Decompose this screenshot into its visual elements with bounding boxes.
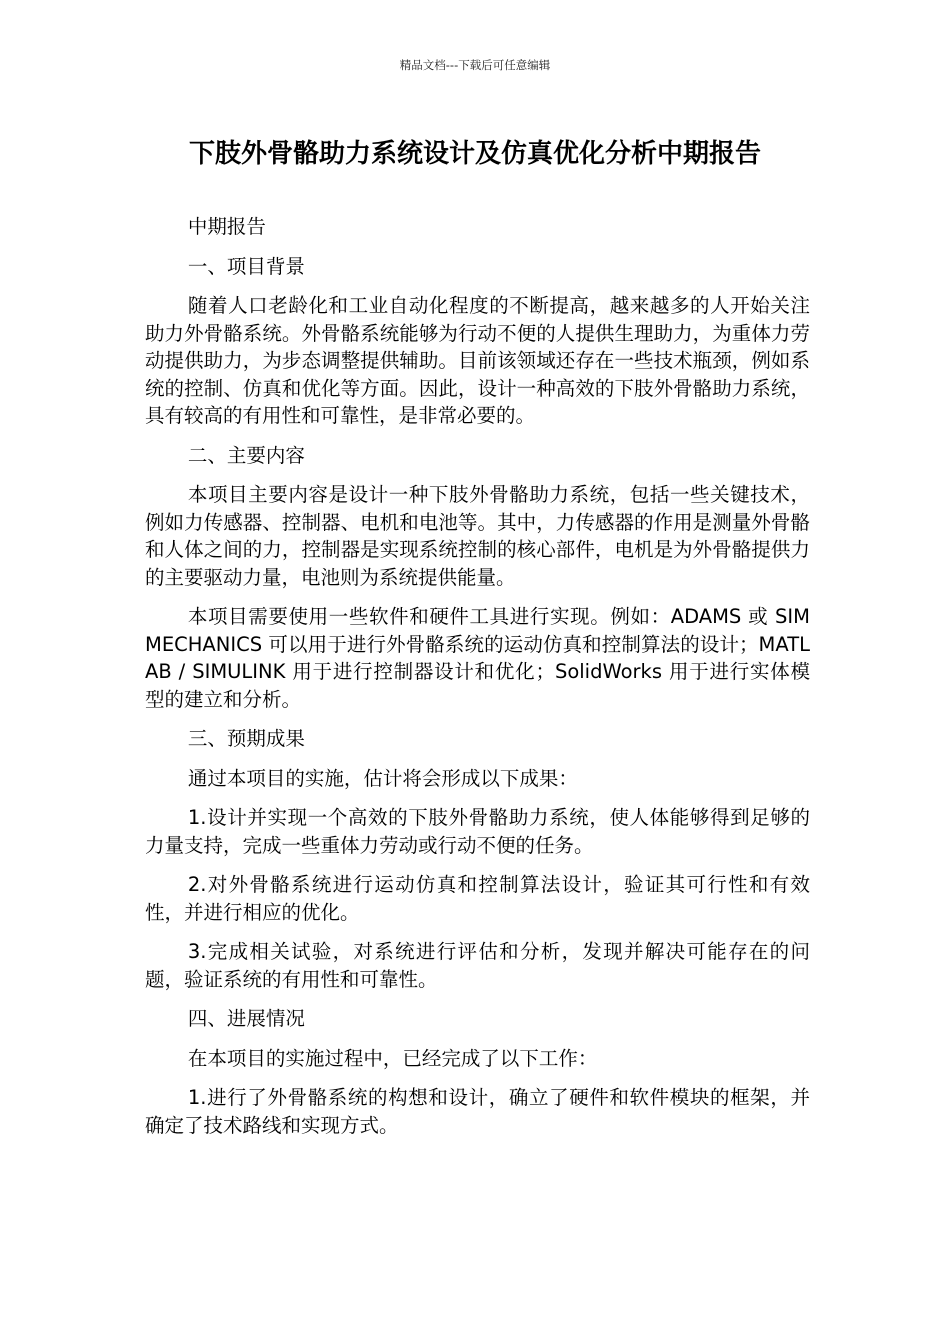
paragraph-progress-intro: 在本项目的实施过程中，已经完成了以下工作： <box>187 1046 598 1070</box>
paragraph-results-intro: 通过本项目的实施，估计将会形成以下成果： <box>187 766 578 790</box>
section-heading-progress: 四、进展情况 <box>187 1007 305 1030</box>
list-item-result-3: 3.完成相关试验，对系统进行评估和分析，发现并解决可能存在的问题，验证系统的有用性和可靠性。 <box>145 940 810 991</box>
list-item-result-2: 2.对外骨骼系统进行运动仿真和控制算法设计，验证其可行性和有效性，并进行相应的优化。 <box>145 873 810 924</box>
paragraph-background: 随着人口老龄化和工业自动化程度的不断提高，越来越多的人开始关注助力外骨骼系统。外骨骼系统能够为行动不便的人提供生理助力，为重体力劳动提供助力，为步态调整提供辅助。目前该领域还存在一些技术瓶颈，例如系统的控制、仿真和优化等方面。因此，设计一种高效的下肢外骨骼助力系统，具有较高的有用性和可靠性，是非常必要的。 <box>145 294 810 427</box>
section-heading-main-content: 二、主要内容 <box>187 443 305 467</box>
list-item-result-1: 1.设计并实现一个高效的下肢外骨骼助力系统，使人体能够得到足够的力量支持，完成一些重体力劳动或行动不便的任务。 <box>145 806 810 857</box>
section-heading-expected-results: 三、预期成果 <box>187 727 305 750</box>
document-title: 下肢外骨骼助力系统设计及仿真优化分析中期报告 <box>188 139 761 169</box>
section-heading-background: 一、项目背景 <box>187 254 305 278</box>
header-note: 精品文档---下载后可任意编辑 <box>399 58 551 72</box>
document-body <box>145 213 810 1151</box>
paragraph-tools: 本项目需要使用一些软件和硬件工具进行实现。例如：ADAMS 或 SIMMECHANICS 可以用于进行外骨骼系统的运动仿真和控制算法的设计；MATLAB / SIMULINK 用于进行控制器设计和优化；SolidWorks 用于进行实体模型的建立和分析。 <box>145 605 810 711</box>
list-item-progress-1: 1.进行了外骨骼系统的构想和设计，确立了硬件和软件模块的框架，并确定了技术路线和实现方式。 <box>145 1086 810 1137</box>
report-label: 中期报告 <box>187 215 266 238</box>
paragraph-main-content: 本项目主要内容是设计一种下肢外骨骼助力系统，包括一些关键技术，例如力传感器、控制器、电机和电池等。其中，力传感器的作用是测量外骨骼和人体之间的力，控制器是实现系统控制的核心部件，电机是为外骨骼提供力的主要驱动力量，电池则为系统提供能量。 <box>145 483 810 589</box>
